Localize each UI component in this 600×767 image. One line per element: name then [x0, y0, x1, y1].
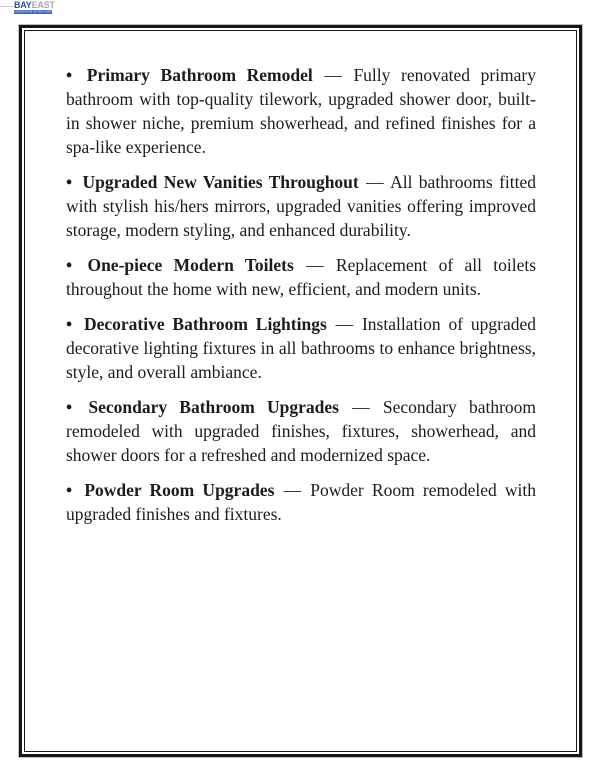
bullet-item-primary-bathroom: [66, 63, 536, 159]
page-border-frame-inner: [24, 30, 577, 752]
item-title: Decorative Bathroom Lightings: [83, 314, 327, 334]
bullet-glyph: •: [66, 172, 73, 192]
item-body: Installation of upgraded decorative lighting fixtures in all bathrooms to enhance brightness, style, and overall ambiance.: [66, 314, 537, 382]
item-title: Secondary Bathroom Upgrades: [88, 397, 339, 417]
item-body: All bathrooms fitted with stylish his/hers mirrors, upgraded vanities offering improved storage, modern styling, and enhanced durability.: [66, 172, 537, 240]
bay-east-logo: [14, 1, 60, 14]
logo-bar: [14, 10, 52, 14]
logo-east-text: EAST: [31, 0, 55, 10]
bay-east-logo-wordmark: [14, 1, 60, 9]
letterhead-rule: [0, 6, 14, 7]
item-body: Powder Room remodeled with upgraded finishes and fixtures.: [66, 480, 537, 524]
bullet-item-toilets: [66, 253, 536, 301]
bullet-item-powder-room: [66, 478, 536, 526]
em-dash: —: [366, 172, 384, 192]
bullet-glyph: •: [66, 480, 73, 500]
em-dash: —: [283, 480, 302, 500]
em-dash: —: [352, 397, 370, 417]
em-dash: —: [335, 314, 354, 334]
bullet-glyph: •: [66, 314, 73, 334]
item-body: Secondary bathroom remodeled with upgraded finishes, fixtures, showerhead, and shower doors for a refreshed and modernized space.: [66, 397, 537, 465]
feature-list: [25, 31, 576, 751]
em-dash: —: [324, 65, 342, 85]
item-body: Replacement of all toilets throughout the home with new, efficient, and modern units.: [66, 255, 537, 299]
item-title: One-piece Modern Toilets: [87, 255, 294, 275]
bullet-item-secondary-bathroom: [66, 395, 536, 467]
bullet-item-vanities: [66, 170, 536, 242]
item-title: Powder Room Upgrades: [84, 480, 275, 500]
logo-bay-text: BAY: [14, 0, 32, 10]
bullet-item-lighting: [66, 312, 536, 384]
logo-tagline: ASSOCIATION OF REALTORS: [14, 10, 52, 14]
item-title: Primary Bathroom Remodel: [86, 65, 313, 85]
bullet-glyph: •: [66, 255, 73, 275]
page-border-frame: [19, 25, 582, 757]
item-title: Upgraded New Vanities Throughout: [82, 172, 359, 192]
bullet-glyph: •: [66, 397, 73, 417]
bullet-glyph: •: [66, 65, 73, 85]
item-body: Fully renovated primary bathroom with top-quality tilework, upgraded shower door, built-in shower niche, premium showerhead, and refined finishes for a spa-like experience.: [66, 65, 537, 157]
em-dash: —: [306, 255, 324, 275]
